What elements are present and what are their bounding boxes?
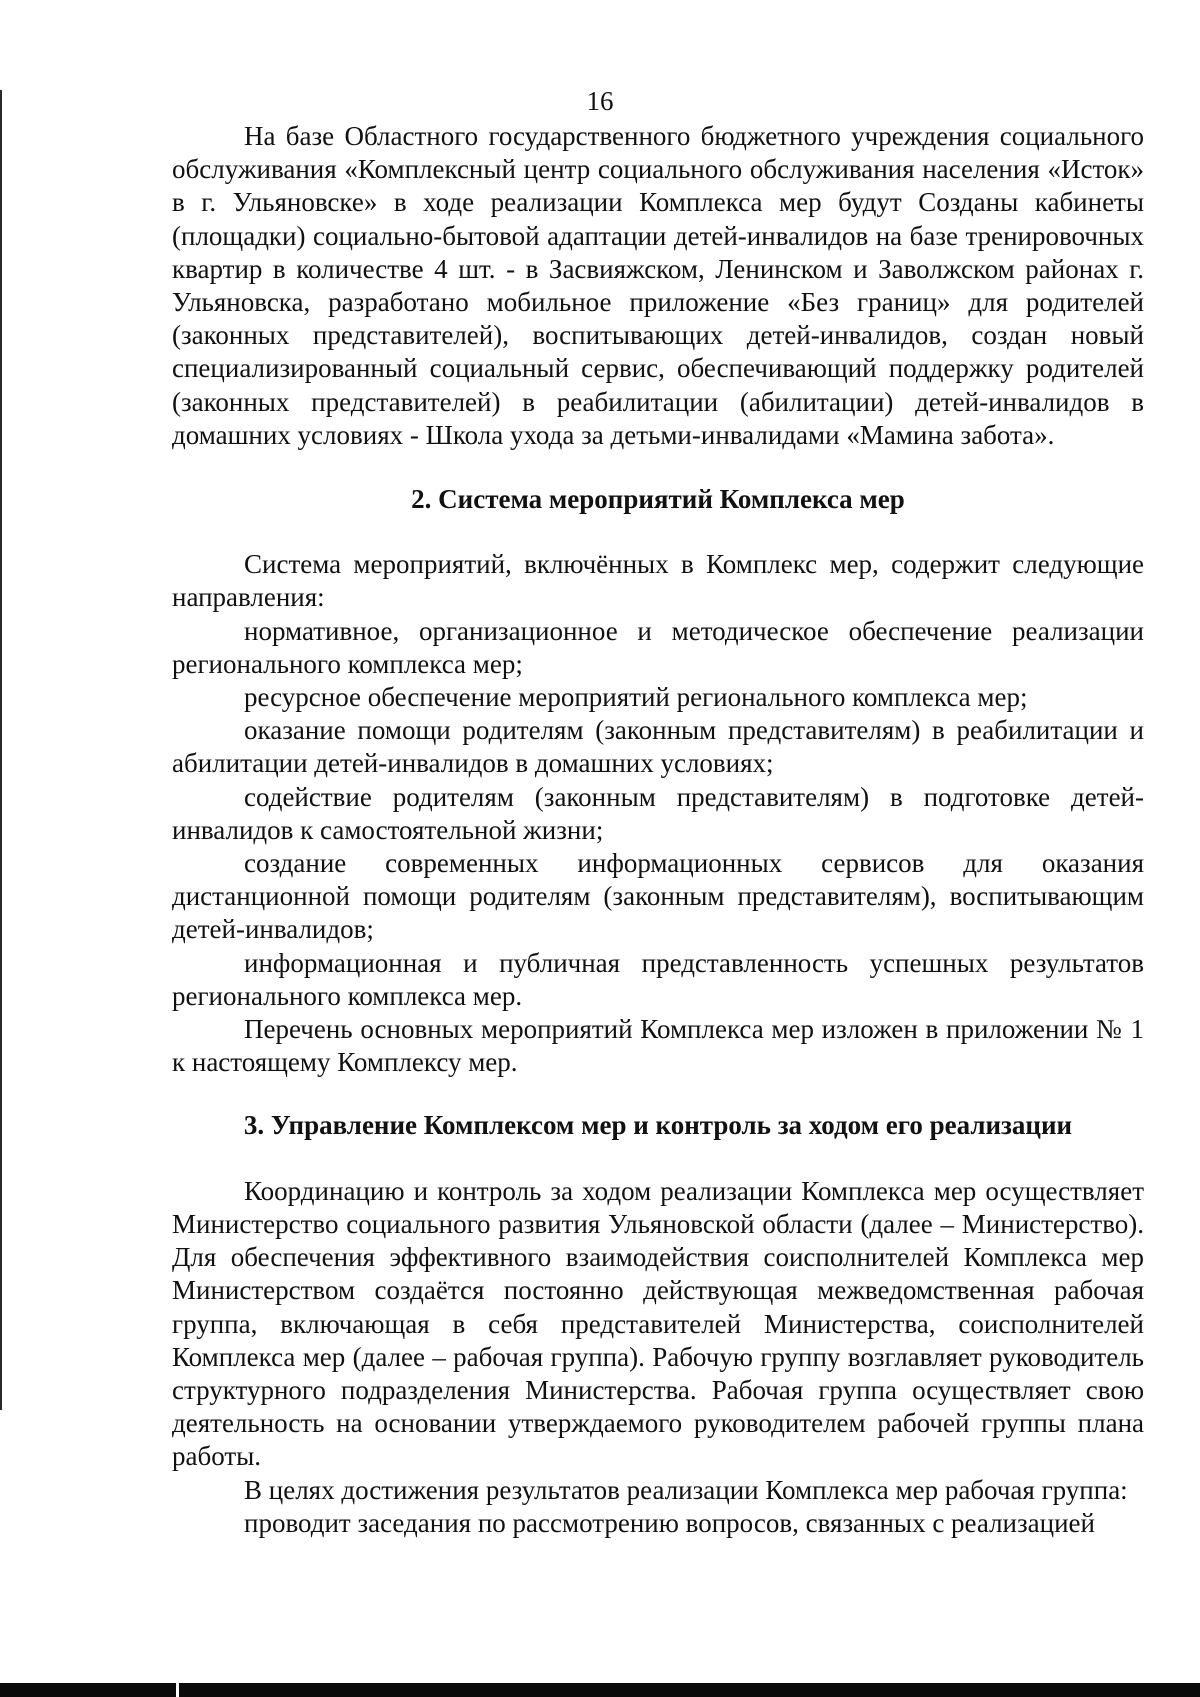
section-3-paragraph: В целях достижения результатов реализации Комплекса мер рабочая группа: — [244, 1474, 1128, 1505]
scan-bottom-border — [0, 1683, 1200, 1697]
intro-paragraph: На базе Областного государственного бюджетного учреждения социального обслуживания «Комплексный центр социального обслуживания населения «Исток» в г. Ульяновске» в ходе реализации Комплекса мер будут Созданы кабинеты (площадки) социально-бытовой адаптации детей-инвалидов на базе тренировочных квартир в количестве 4 шт. - в Засвияжском, Ленинском и Заволжском районах г. Ульяновска, разработано мобильное приложение «Без границ» для родителей (законных представителей), воспитывающих детей-инвалидов, создан новый специализированный социальный сервис, обеспечивающий поддержку родителей (законных представителей) в реабилитации (абилитации) детей-инвалидов в домашних условиях - Школа ухода за детьми-инвалидами «Мамина забота». — [172, 121, 1144, 450]
section-2-paragraph: Перечень основных мероприятий Комплекса мер изложен в приложении № 1 к настоящему Комплексу мер. — [172, 1014, 1144, 1078]
section-2-paragraph: информационная и публичная представленность успешных результатов регионального комплекса мер. — [172, 947, 1144, 1011]
section-3-paragraph: Координацию и контроль за ходом реализации Комплекса мер осуществляет Министерство социального развития Ульяновской области (далее – Министерство). Для обеспечения эффективного взаимодействия соисполнителей Комплекса мер Министерством создаётся постоянно действующая межведомственная рабочая группа, включающая в себя представителей Министерства, соисполнителей Комплекса мер (далее – рабочая группа). Рабочую группу возглавляет руководитель структурного подразделения Министерства. Рабочая группа осуществляет свою деятельность на основании утверждаемого руководителем рабочей группы плана работы. — [172, 1175, 1144, 1472]
scan-bottom-gap — [176, 1683, 179, 1697]
document-body — [172, 120, 1144, 1540]
section-2-paragraph: оказание помощи родителям (законным представителям) в реабилитации и абилитации детей-инвалидов в домашних условиях; — [172, 715, 1144, 779]
section-3-body — [172, 1175, 1144, 1540]
section-2-paragraph: содействие родителям (законным представителям) в подготовке детей-инвалидов к самостоятельной жизни; — [172, 781, 1144, 845]
section-2-paragraph: Система мероприятий, включённых в Комплекс мер, содержит следующие направления: — [172, 549, 1144, 613]
section-2-paragraph: нормативное, организационное и методическое обеспечение реализации регионального комплекса мер; — [172, 615, 1144, 679]
section-2-body — [172, 548, 1144, 1079]
page-number: 16 — [586, 86, 614, 116]
section-2-paragraph: создание современных информационных сервисов для оказания дистанционной помощи родителям (законным представителям), воспитывающим детей-инвалидов; — [172, 848, 1144, 945]
section-2-heading: 2. Система мероприятий Комплекса мер — [411, 484, 905, 515]
section-2-paragraph: ресурсное обеспечение мероприятий регионального комплекса мер; — [244, 682, 1028, 713]
section-3-heading: 3. Управление Комплексом мер и контроль за ходом его реализации — [243, 1110, 1073, 1141]
scan-left-edge — [0, 90, 2, 1410]
section-3-paragraph: проводит заседания по рассмотрению вопросов, связанных с реализацией — [244, 1507, 1095, 1538]
